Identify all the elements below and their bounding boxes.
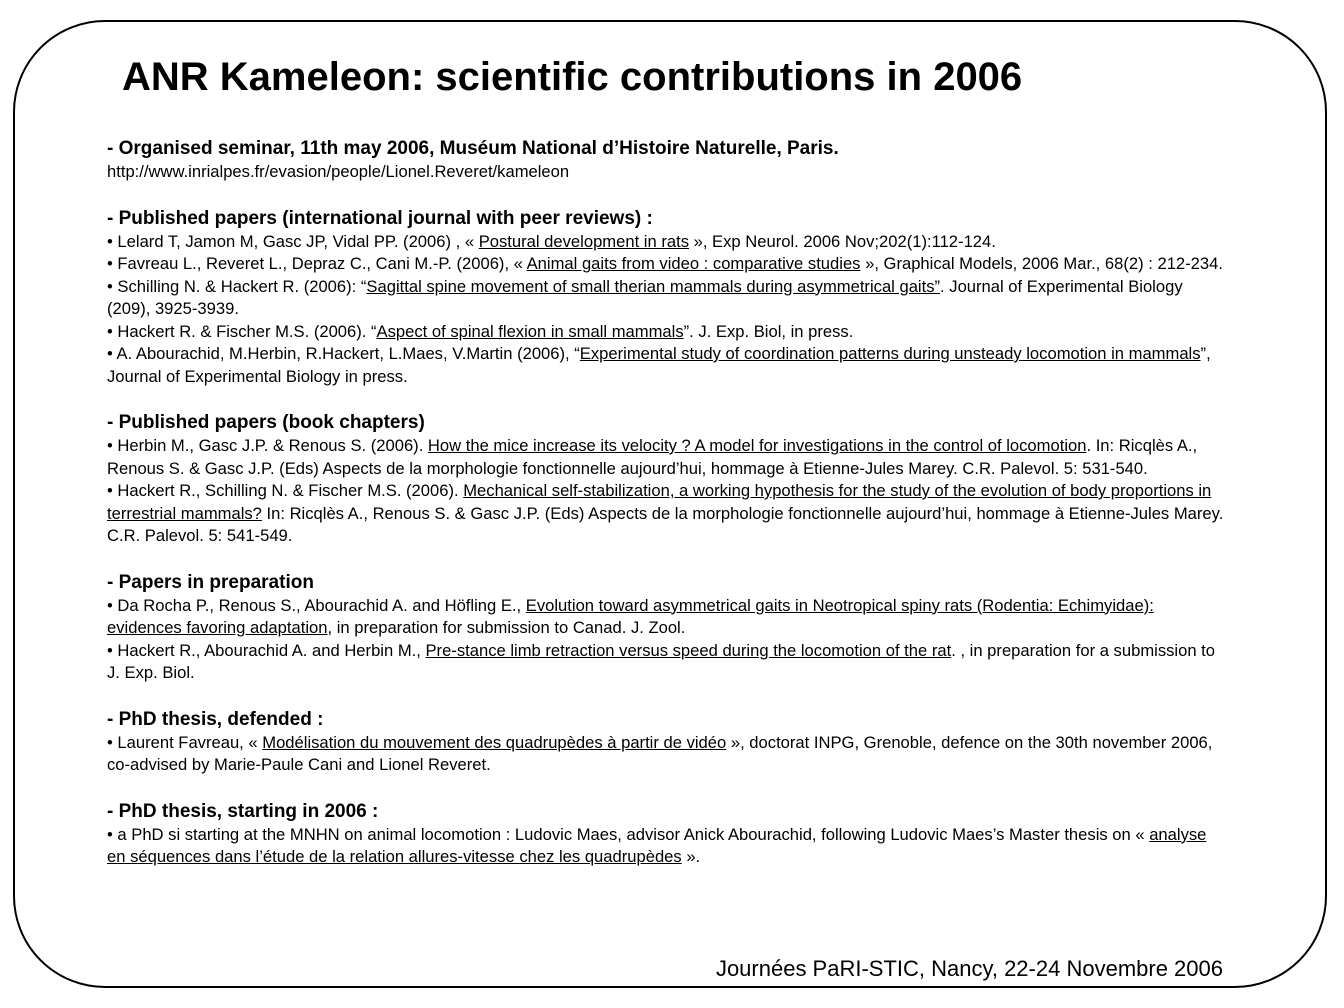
- entry-title: Aspect of spinal flexion in small mammals: [376, 321, 684, 341]
- section-heading: - PhD thesis, defended :: [107, 708, 324, 730]
- entry-authors: • Laurent Favreau, «: [107, 732, 263, 752]
- entry-source: , in preparation for submission to Canad. J. Zool.: [327, 618, 686, 637]
- entry-authors: • Hackert R., Schilling N. & Fischer M.S. (2006).: [107, 481, 464, 500]
- entry-title: analyse en séquences dans l’étude de la relation allures-vitesse chez les quadrupèdes: [107, 824, 1207, 866]
- list-item: [107, 231, 1227, 254]
- section-heading: - Papers in preparation: [107, 571, 314, 593]
- defended-section: [107, 708, 1227, 777]
- entry-source: ”, Journal of Experimental Biology in press.: [107, 344, 1211, 386]
- starting-section: [107, 800, 1227, 869]
- entry-authors: • Hackert R. & Fischer M.S. (2006). “: [107, 321, 377, 341]
- entry-title: Animal gaits from video : comparative studies: [526, 254, 861, 273]
- entry-title: Pre-stance limb retraction versus speed during the locomotion of the rat: [425, 640, 952, 660]
- entry-title: Postural development in rats: [478, 231, 689, 251]
- chapters-section: [107, 411, 1227, 548]
- entry-title: Sagittal spine movement of small therian mammals during asymmetrical gaits”: [366, 276, 941, 296]
- section-heading: - PhD thesis, starting in 2006 :: [107, 800, 379, 822]
- list-item: [107, 435, 1227, 480]
- seminar-section: [107, 137, 1227, 184]
- list-item: [107, 640, 1227, 685]
- entry-authors: • Hackert R., Abourachid A. and Herbin M.,: [107, 640, 426, 660]
- entry-source: », Exp Neurol. 2006 Nov;202(1):112-124.: [689, 231, 996, 251]
- list-item: [107, 253, 1227, 276]
- entry-source: . In: Ricqlès A., Renous S. & Gasc J.P. (Eds) Aspects de la morphologie fonctionnelle aujourd’hui, hommage à Etienne-Jules Marey. C.R. Palevol. 5: 531-540.: [107, 436, 1198, 478]
- slide-content: [107, 137, 1227, 892]
- entry-authors: • A. Abourachid, M.Herbin, R.Hackert, L.Maes, V.Martin (2006), “: [107, 344, 580, 363]
- entry-source: », Graphical Models, 2006 Mar., 68(2) : 212-234.: [860, 254, 1223, 273]
- entry-source: ».: [681, 847, 701, 866]
- entry-source: », doctorat INPG, Grenoble, defence on the 30th november 2006, co-advised by Marie-Paule Cani and Lionel Reveret.: [107, 732, 1213, 774]
- entry-title: Mechanical self-stabilization, a working hypothesis for the study of the evolution of body proportions in terrestrial mammals?: [107, 481, 1212, 523]
- entry-source: . , in preparation for a submission to J. Exp. Biol.: [107, 640, 1216, 682]
- entry-title: How the mice increase its velocity ? A model for investigations in the control of locomotion: [427, 436, 1087, 455]
- list-item: [107, 343, 1227, 388]
- preparation-section: [107, 571, 1227, 685]
- entry-source: ”. J. Exp. Biol, in press.: [683, 321, 854, 341]
- list-item: [107, 732, 1227, 777]
- entry-authors: • a PhD si starting at the MNHN on animal locomotion : Ludovic Maes, advisor Anick Abourachid, following Ludovic Maes’s Master thesis on «: [107, 824, 1150, 844]
- section-heading: - Published papers (book chapters): [107, 412, 425, 433]
- entry-authors: • Lelard T, Jamon M, Gasc JP, Vidal PP. (2006) , «: [107, 231, 479, 251]
- entry-title: Modélisation du mouvement des quadrupèdes à partir de vidéo: [262, 732, 727, 752]
- entry-title: Experimental study of coordination patterns during unsteady locomotion in mammals: [579, 344, 1201, 363]
- entry-title: Evolution toward asymmetrical gaits in Neotropical spiny rats (Rodentia: Echimyidae): evidences favoring adaptation: [107, 595, 1154, 637]
- list-item: [107, 595, 1227, 640]
- list-item: [107, 321, 1227, 344]
- entry-authors: • Herbin M., Gasc J.P. & Renous S. (2006).: [107, 436, 428, 455]
- section-heading: - Organised seminar, 11th may 2006, Muséum National d’Histoire Naturelle, Paris.: [107, 138, 839, 159]
- list-item: [107, 480, 1227, 548]
- entry-source: . Journal of Experimental Biology (209), 3925-3939.: [107, 276, 1183, 318]
- seminar-url: http://www.inrialpes.fr/evasion/people/Lionel.Reveret/kameleon: [107, 162, 570, 181]
- list-item: [107, 276, 1227, 321]
- entry-authors: • Favreau L., Reveret L., Depraz C., Cani M.-P. (2006), «: [107, 254, 527, 273]
- entry-source: In: Ricqlès A., Renous S. & Gasc J.P. (Eds) Aspects de la morphologie fonctionnelle aujourd’hui, hommage à Etienne-Jules Marey. C.R. Palevol. 5: 541-549.: [107, 503, 1224, 545]
- footer-text: Journées PaRI-STIC, Nancy, 22-24 Novembre 2006: [715, 956, 1223, 981]
- journal-section: [107, 207, 1227, 389]
- page-title: ANR Kameleon: scientific contributions in 2006: [122, 55, 1023, 99]
- entry-authors: • Schilling N. & Hackert R. (2006): “: [107, 276, 367, 296]
- entry-authors: • Da Rocha P., Renous S., Abourachid A. and Höfling E.,: [107, 595, 526, 615]
- section-heading: - Published papers (international journal with peer reviews) :: [107, 207, 653, 229]
- list-item: [107, 824, 1227, 869]
